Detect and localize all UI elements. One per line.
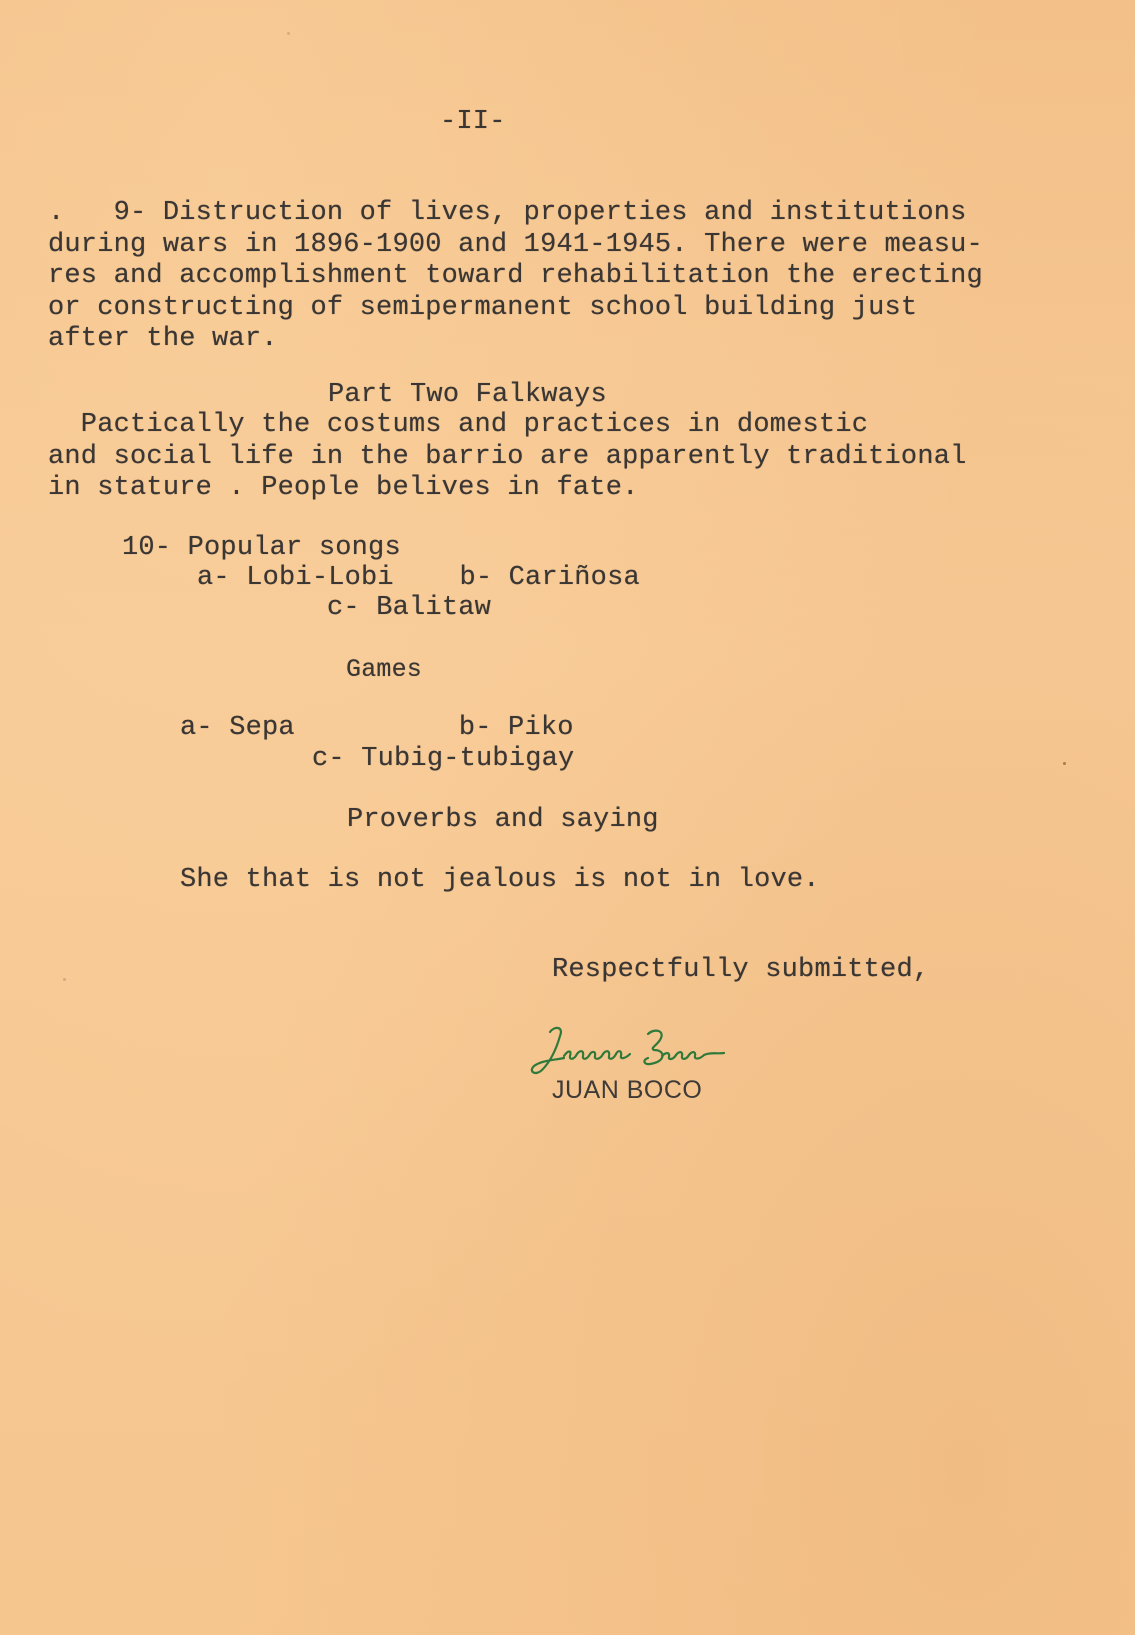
proverb-text: She that is not jealous is not in love.: [180, 865, 820, 895]
item-9-line: res and accomplishment toward rehabilitation the erecting: [48, 261, 983, 291]
part-two-line: and social life in the barrio are apparently traditional: [48, 441, 967, 472]
item-9-line: or constructing of semipermanent school building just: [48, 292, 918, 323]
songs-list-row: c- Balitaw: [327, 593, 492, 623]
paper-speck: [1063, 762, 1066, 765]
item-9-line: after the war.: [48, 324, 278, 354]
part-two-line: Pactically the costums and practices in domestic: [48, 410, 869, 440]
games-list-row: a- Sepa b- Piko: [180, 713, 574, 743]
popular-songs-heading: 10- Popular songs: [122, 533, 401, 563]
part-two-line: in stature . People belives in fate.: [48, 473, 639, 503]
games-list-row: c- Tubig-tubigay: [312, 744, 575, 774]
paper-speck: [63, 978, 66, 981]
item-9-line: during wars in 1896-1900 and 1941-1945. There were measu-: [48, 229, 983, 260]
games-heading: Games: [346, 655, 423, 684]
item-9-line: . 9- Distruction of lives, properties and institutions: [48, 198, 967, 228]
item-9-paragraph: [48, 198, 983, 356]
proverbs-heading: Proverbs and saying: [347, 805, 659, 835]
page-number: -II-: [440, 107, 506, 137]
part-two-paragraph: [48, 410, 967, 505]
signatory-name: JUAN BOCO: [552, 1076, 703, 1104]
songs-list-row: a- Lobi-Lobi b- Cariñosa: [197, 563, 640, 593]
handwritten-signature: [520, 1020, 760, 1080]
closing-salutation: Respectfully submitted,: [552, 955, 930, 985]
part-two-title: Part Two Falkways: [328, 380, 607, 410]
paper-speck: [287, 32, 290, 35]
